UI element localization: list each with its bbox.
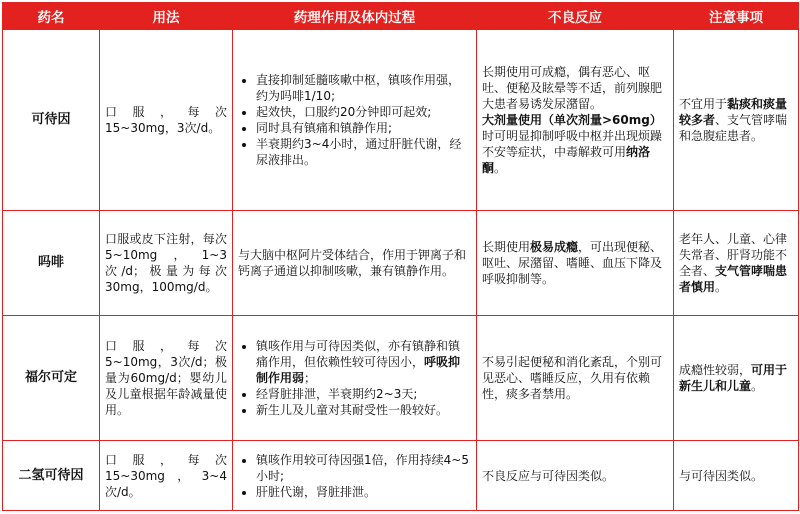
adverse-paragraph [482, 112, 668, 176]
drug-name-cell: 福尔可定 [3, 316, 100, 441]
notes-cell [674, 30, 799, 211]
pharm-text: ； [304, 371, 317, 385]
notes-cell [674, 316, 799, 441]
drug-table [2, 2, 799, 511]
pharm-bold-text: 呼吸抑制作用弱 [256, 355, 461, 385]
dose-warning-text: 大剂量使用（单次剂量>60mg） [482, 113, 662, 127]
header-pharmacology: 药理作用及体内过程 [233, 3, 477, 30]
pharmacology-cell [233, 316, 477, 441]
notes-text: 不宜用于 [679, 97, 728, 111]
list-item: • 新生儿及儿童对其耐受性一般较好。 [256, 402, 471, 418]
list-item: • 肝脏代谢，肾脏排泄。 [256, 484, 471, 500]
list-item: • 起效快，口服约20分钟即可起效; [256, 104, 471, 120]
adverse-text: 时可明显抑制呼吸中枢并出现烦躁不安等症状，中毒解救可用 [482, 129, 663, 159]
adverse-cell: 不易引起便秘和消化紊乱，个别可见恶心、嗜睡反应，久用有依赖性，痰多者禁用。 [477, 316, 674, 441]
adverse-text: 长期使用 [482, 240, 531, 254]
adverse-text: 。 [494, 161, 507, 175]
adverse-cell [477, 211, 674, 316]
adverse-cell: 不良反应与可待因类似。 [477, 441, 674, 511]
pharmacology-cell [233, 30, 477, 211]
list-item: • 直接抑制延髓咳嗽中枢，镇咳作用强，约为吗啡1/10; [256, 72, 471, 104]
list-item: • 同时具有镇痛和镇静作用; [256, 120, 471, 136]
usage-cell: 口服或皮下注射，每次5~10mg，1~3次/d；极量为每次30mg，100mg/d。 [100, 211, 233, 316]
pharmacology-list [238, 452, 471, 500]
list-item: • 半衰期约3~4小时，通过肝脏代谢，经尿液排出。 [256, 136, 471, 168]
usage-cell: 口服，每次15~30mg，3~4次/d。 [100, 441, 233, 511]
drug-name-cell: 可待因 [3, 30, 100, 211]
usage-cell: 口服，每次15~30mg，3次/d。 [100, 30, 233, 211]
pharmacology-list [238, 338, 471, 418]
table-row [3, 211, 799, 316]
antidote-text: 纳洛酮 [482, 145, 651, 175]
notes-text: 。 [715, 280, 728, 294]
header-drug-name: 药名 [3, 3, 100, 30]
notes-text: 、支气管哮喘和急腹症患者。 [679, 113, 788, 143]
notes-cell [674, 211, 799, 316]
header-row [3, 3, 799, 30]
adverse-paragraph: 长期使用可成瘾，偶有恶心、呕吐、便秘及眩晕等不适，前列腺肥大患者易诱发尿潴留。 [482, 65, 663, 111]
list-item: • 镇咳作用较可待因强1倍，作用持续4~5小时; [256, 452, 471, 484]
table-row [3, 441, 799, 511]
table-row [3, 316, 799, 441]
notes-text: 成瘾性较弱， [679, 363, 752, 377]
pharm-text: 镇咳作用与可待因类似，亦有镇静和镇痛作用，但依赖性较可待因小， [256, 339, 461, 369]
list-item [256, 338, 471, 386]
header-precautions: 注意事项 [674, 3, 799, 30]
adverse-cell [477, 30, 674, 211]
pharmacology-cell [233, 441, 477, 511]
notes-cell: 与可待因类似。 [674, 441, 799, 511]
pharmacology-cell: 与大脑中枢阿片受体结合，作用于钾离子和钙离子通道以抑制咳嗽，兼有镇静作用。 [233, 211, 477, 316]
list-item: • 经肾脏排泄，半衰期约2~3天; [256, 386, 471, 402]
notes-text: 。 [751, 379, 764, 393]
header-usage: 用法 [100, 3, 233, 30]
table-row [3, 30, 799, 211]
notes-bold-text: 支气管哮喘患者慎用 [679, 264, 788, 294]
notes-bold-text: 可用于新生儿和儿童 [679, 363, 788, 393]
adverse-text: ，可出现便秘、呕吐、尿潴留、嗜睡、血压下降及呼吸抑制等。 [482, 240, 663, 286]
notes-bold-text: 黏痰和痰量较多者 [679, 97, 788, 127]
usage-cell: 口服，每次5~10mg，3次/d；极量为60mg/d；婴幼儿及儿童根据年龄减量使用。 [100, 316, 233, 441]
header-adverse-reactions: 不良反应 [477, 3, 674, 30]
notes-text: 老年人、儿童、心律失常者、肝肾功能不全者、 [679, 232, 788, 278]
drug-name-cell: 吗啡 [3, 211, 100, 316]
drug-name-cell: 二氢可待因 [3, 441, 100, 511]
pharmacology-list [238, 72, 471, 168]
adverse-bold-text: 极易成瘾 [530, 240, 579, 254]
